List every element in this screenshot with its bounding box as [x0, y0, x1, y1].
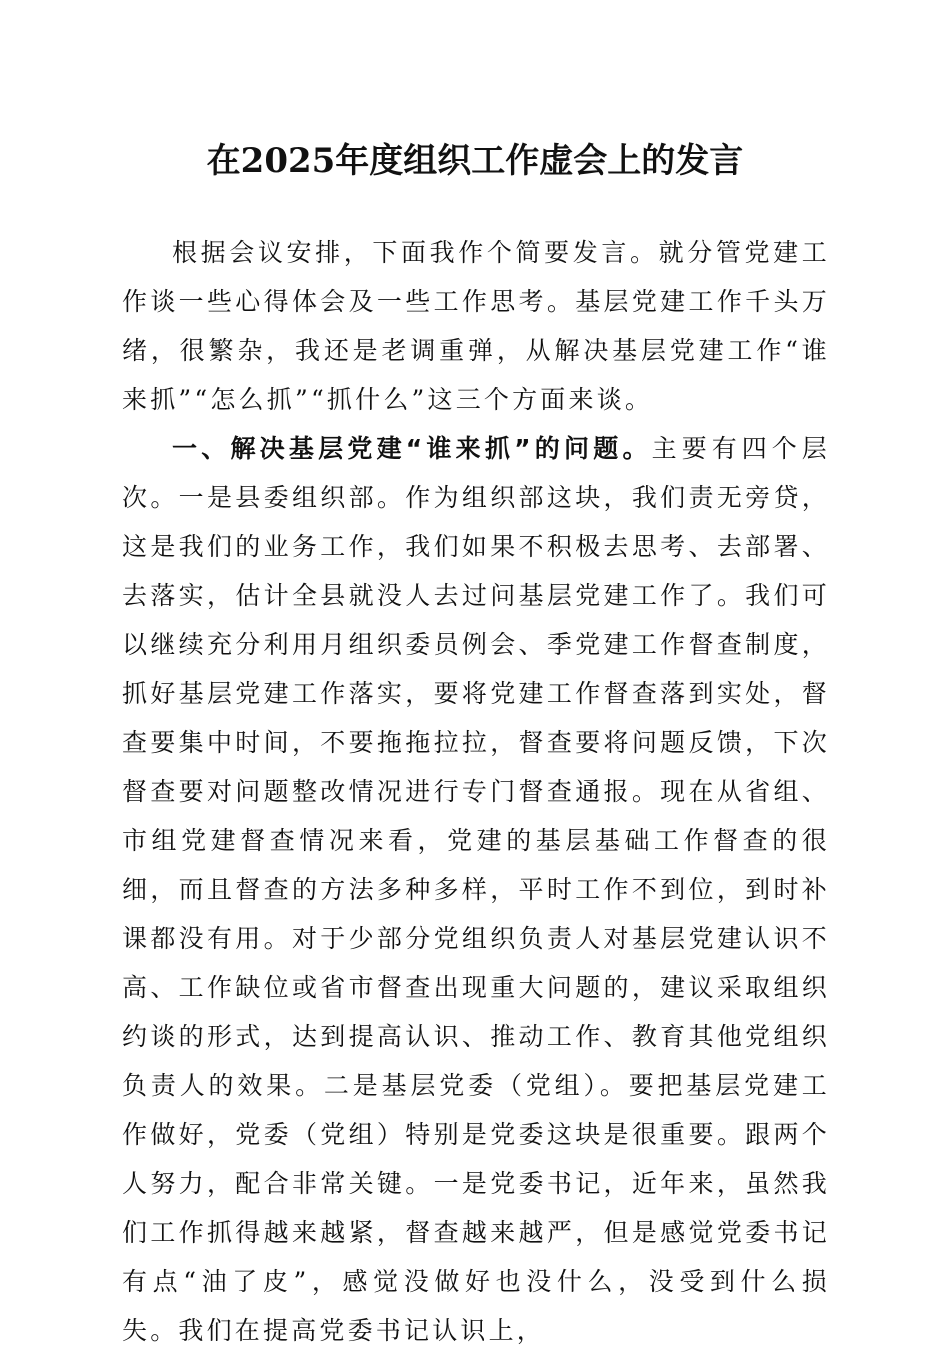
document-body	[122, 228, 830, 1355]
paragraph-intro-text: 根据会议安排，下面我作个简要发言。就分管党建工作谈一些心得体会及一些工作思考。基层党建工作千头万绪，很繁杂，我还是老调重弹，从解决基层党建工作“谁来抓”“怎么抓”“抓什么”这三个方面来谈。	[122, 238, 830, 414]
paragraph-section-one-text: 主要有四个层次。一是县委组织部。作为组织部这块，我们责无旁贷，这是我们的业务工作，我们如果不积极去思考、去部署、去落实，估计全县就没人去过问基层党建工作了。我们可以继续充分利用月组织委员例会、季党建工作督查制度，抓好基层党建工作落实，要将党建工作督查落到实处，督查要集中时间，不要拖拖拉拉，督查要将问题反馈，下次督查要对问题整改情况进行专门督查通报。现在从省组、市组党建督查情况来看，党建的基层基础工作督查的很细，而且督查的方法多种多样，平时工作不到位，到时补课都没有用。对于少部分党组织负责人对基层党建认识不高、工作缺位或省市督查出现重大问题的，建议采取组织约谈的形式，达到提高认识、推动工作、教育其他党组织负责人的效果。二是基层党委（党组）。要把基层党建工作做好，党委（党组）特别是党委这块是很重要。跟两个人努力，配合非常关键。一是党委书记，近年来，虽然我们工作抓得越来越紧，督查越来越严，但是感觉党委书记有点“油了皮”，感觉没做好也没什么，没受到什么损失。我们在提高党委书记认识上，	[122, 434, 830, 1345]
document-title: 在2025年度组织工作虚会上的发言	[206, 141, 744, 181]
paragraph-section-one	[122, 424, 830, 1355]
paragraph-intro	[122, 228, 830, 424]
section-heading: 一、解决基层党建“谁来抓”的问题。	[172, 434, 652, 463]
